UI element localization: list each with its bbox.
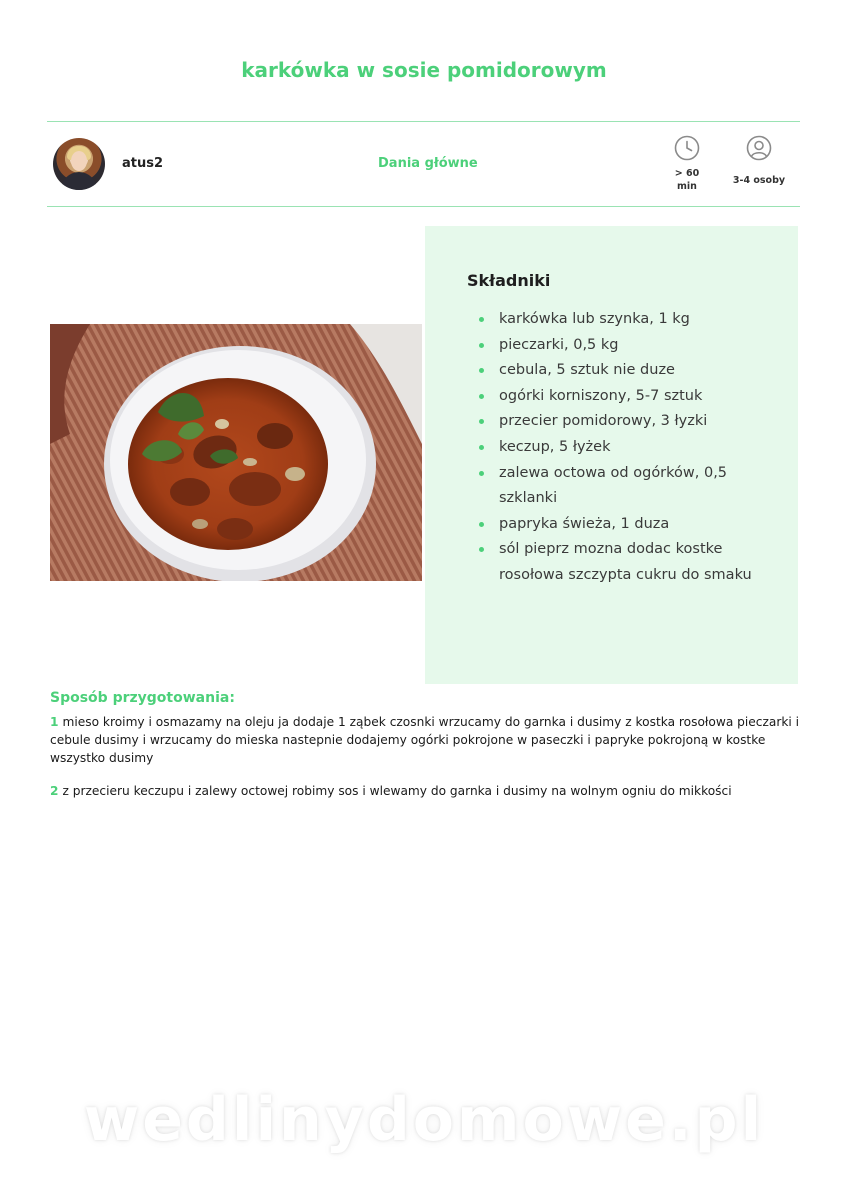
step-text: z przecieru keczupu i zalewy octowej robimy sos i wlewamy do garnka i dusimy na wolnym ogniu do mikkości	[62, 784, 732, 798]
ingredients-title: Składniki	[467, 271, 551, 290]
header-bottom-divider	[47, 206, 800, 207]
step-number: 2	[50, 784, 59, 798]
ingredient-item: cebula, 5 sztuk nie duze	[499, 358, 759, 384]
ingredient-item: pieczarki, 0,5 kg	[499, 333, 759, 359]
category-link[interactable]: Dania główne	[378, 156, 478, 171]
ingredients-list	[499, 307, 759, 589]
servings: 3-4 osoby	[732, 175, 786, 186]
ingredient-item: karkówka lub szynka, 1 kg	[499, 307, 759, 333]
method-step	[50, 713, 800, 767]
ingredient-item: zalewa octowa od ogórków, 0,5 szklanki	[499, 461, 759, 512]
prep-time-unit: min	[677, 181, 697, 192]
ingredient-item: keczup, 5 łyżek	[499, 435, 759, 461]
method-step	[50, 782, 800, 800]
method-title: Sposób przygotowania:	[50, 690, 235, 706]
step-text: mieso kroimy i osmazamy na oleju ja dodaje 1 ząbek czosnki wrzucamy do garnka i dusimy z kostka rosołowa pieczarki i cebule dusimy i wrzucamy do mieska nastepnie dodajemy ogórki pokrojone w paseczki i papryke pokrojoną w kostke wszystko dusimy	[50, 715, 800, 765]
ingredient-item: papryka świeża, 1 duza	[499, 512, 759, 538]
site-watermark: wedlinydomowe.pl	[83, 1085, 765, 1155]
prep-time-value: > 60	[674, 168, 700, 179]
ingredient-item: sól pieprz mozna dodac kostke rosołowa szczypta cukru do smaku	[499, 537, 759, 588]
clock-icon	[674, 135, 700, 161]
step-number: 1	[50, 715, 59, 729]
author-name[interactable]: atus2	[122, 156, 164, 171]
dish-photo	[50, 324, 422, 581]
user-icon	[746, 135, 772, 161]
ingredient-item: ogórki korniszony, 5-7 sztuk	[499, 384, 759, 410]
prep-time	[664, 167, 710, 193]
ingredient-item: przecier pomidorowy, 3 łyzki	[499, 409, 759, 435]
header-top-divider	[47, 121, 800, 122]
recipe-title: karkówka w sosie pomidorowym	[241, 58, 607, 82]
author-avatar[interactable]	[53, 138, 105, 190]
ingredients-panel	[425, 226, 798, 684]
